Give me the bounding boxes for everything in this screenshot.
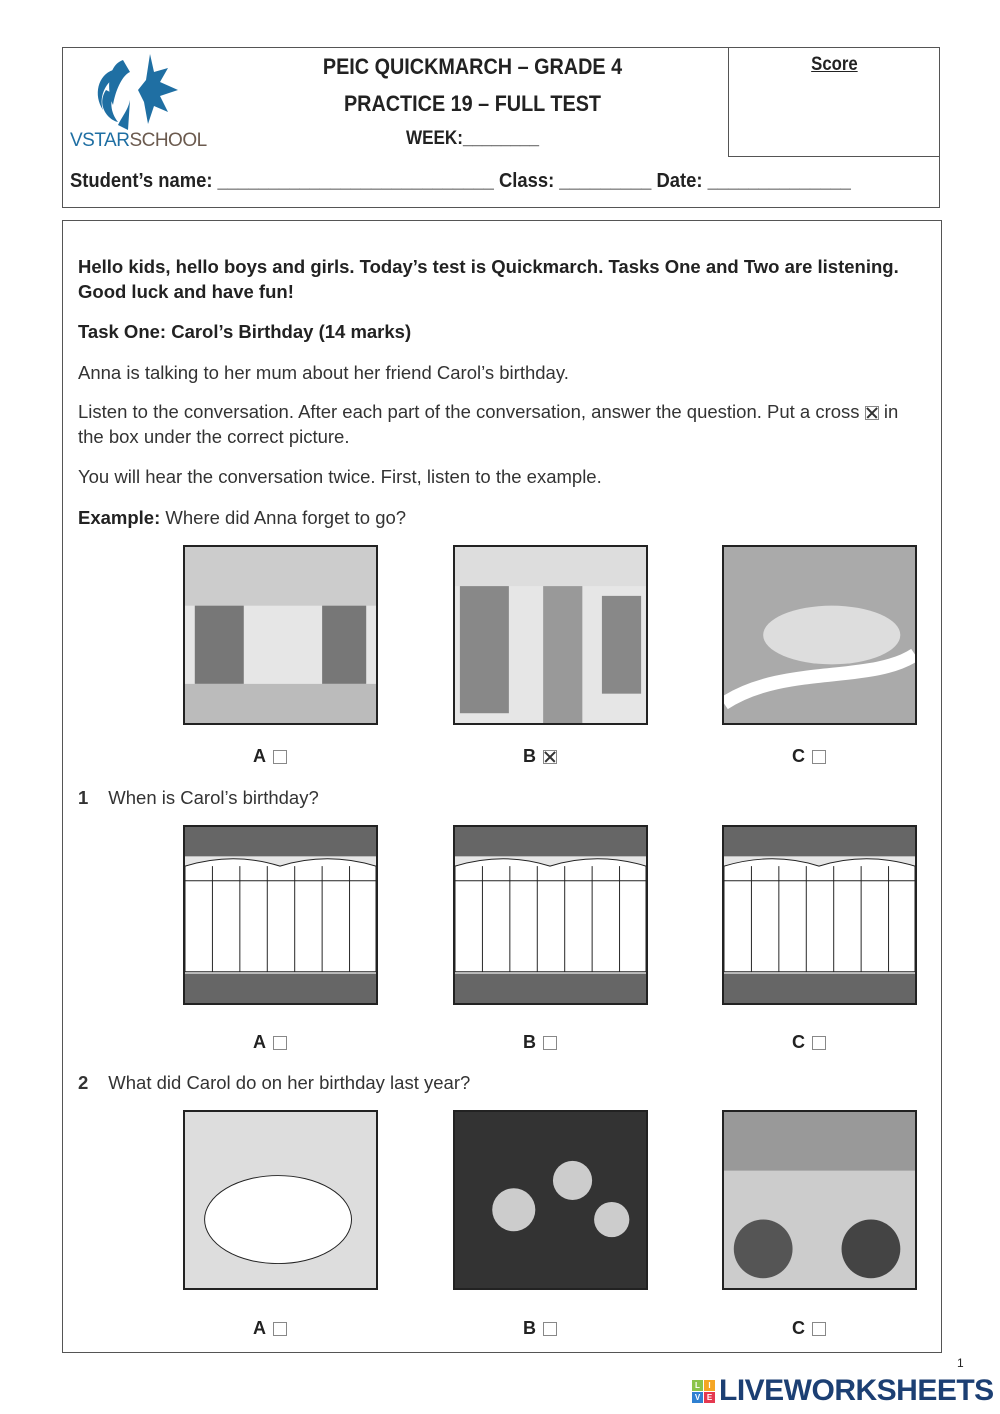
picture-diary-thursday: [453, 825, 648, 1005]
option-example-c[interactable]: [792, 746, 826, 767]
option-example-b[interactable]: [523, 746, 557, 767]
school-name: VSTARSCHOOL: [70, 130, 207, 151]
option-q2-c[interactable]: [792, 1318, 826, 1339]
answer-checkbox[interactable]: [273, 750, 287, 764]
picture-supermarket: [453, 545, 648, 725]
listen-twice-text: You will hear the conversation twice. First, listen to the example.: [78, 466, 602, 487]
option-letter: C: [792, 1318, 805, 1338]
option-letter: A: [253, 1318, 266, 1338]
answer-checkbox[interactable]: [543, 1036, 557, 1050]
live-tiles-icon: L I V E: [692, 1380, 715, 1403]
option-letter: C: [792, 1032, 805, 1052]
option-letter: C: [792, 746, 805, 766]
task-context: Anna is talking to her mum about her friend Carol’s birthday.: [78, 362, 569, 383]
option-q1-c[interactable]: [792, 1032, 826, 1053]
title-line-2: PRACTICE 19 – FULL TEST: [343, 91, 602, 116]
answer-checkbox[interactable]: [273, 1036, 287, 1050]
answer-checkbox[interactable]: [273, 1322, 287, 1336]
task-title: Task One: Carol’s Birthday (14 marks): [78, 321, 412, 342]
picture-tennis-match: [722, 1110, 917, 1290]
student-info-line[interactable]: Student’s name: ___________________________ Class: _________ Date: ______________: [70, 170, 851, 192]
picture-diary-friday: [722, 825, 917, 1005]
option-example-a[interactable]: [253, 746, 287, 767]
score-box: [728, 47, 940, 157]
option-letter: B: [523, 1032, 536, 1052]
option-q2-a[interactable]: [253, 1318, 287, 1339]
picture-party-dancing: [453, 1110, 648, 1290]
picture-library: [183, 545, 378, 725]
answer-checkbox[interactable]: [543, 1322, 557, 1336]
option-q2-b[interactable]: [523, 1318, 557, 1339]
option-letter: A: [253, 746, 266, 766]
answer-checkbox[interactable]: [543, 750, 557, 764]
score-label: Score: [810, 54, 858, 75]
option-letter: B: [523, 746, 536, 766]
example-question: Example: Where did Anna forget to go?: [78, 507, 407, 528]
task-instruction: Listen to the conversation. After each part of the conversation, answer the question. Put a cross in the box under the correct picture.: [78, 401, 899, 447]
crossed-box-icon: [865, 406, 879, 420]
liveworksheets-logo: L I V E LIVEWORKSHEETS: [692, 1374, 994, 1408]
picture-restaurant-meal: [183, 1110, 378, 1290]
answer-checkbox[interactable]: [812, 1036, 826, 1050]
option-q1-a[interactable]: [253, 1032, 287, 1053]
option-q1-b[interactable]: [523, 1032, 557, 1053]
answer-checkbox[interactable]: [812, 1322, 826, 1336]
question-2: 2 What did Carol do on her birthday last year?: [78, 1072, 471, 1093]
week-field[interactable]: WEEK:________: [405, 128, 540, 149]
option-letter: A: [253, 1032, 266, 1052]
picture-park: [722, 545, 917, 725]
picture-diary-tuesday: [183, 825, 378, 1005]
title-line-1: PEIC QUICKMARCH – GRADE 4: [322, 54, 623, 79]
option-letter: B: [523, 1318, 536, 1338]
intro-text: Hello kids, hello boys and girls. Today’s test is Quickmarch. Tasks One and Two are listening. Good luck and have fun!: [78, 256, 899, 302]
answer-checkbox[interactable]: [812, 750, 826, 764]
question-1: 1 When is Carol’s birthday?: [78, 787, 319, 808]
page-number: 1: [957, 1356, 964, 1370]
